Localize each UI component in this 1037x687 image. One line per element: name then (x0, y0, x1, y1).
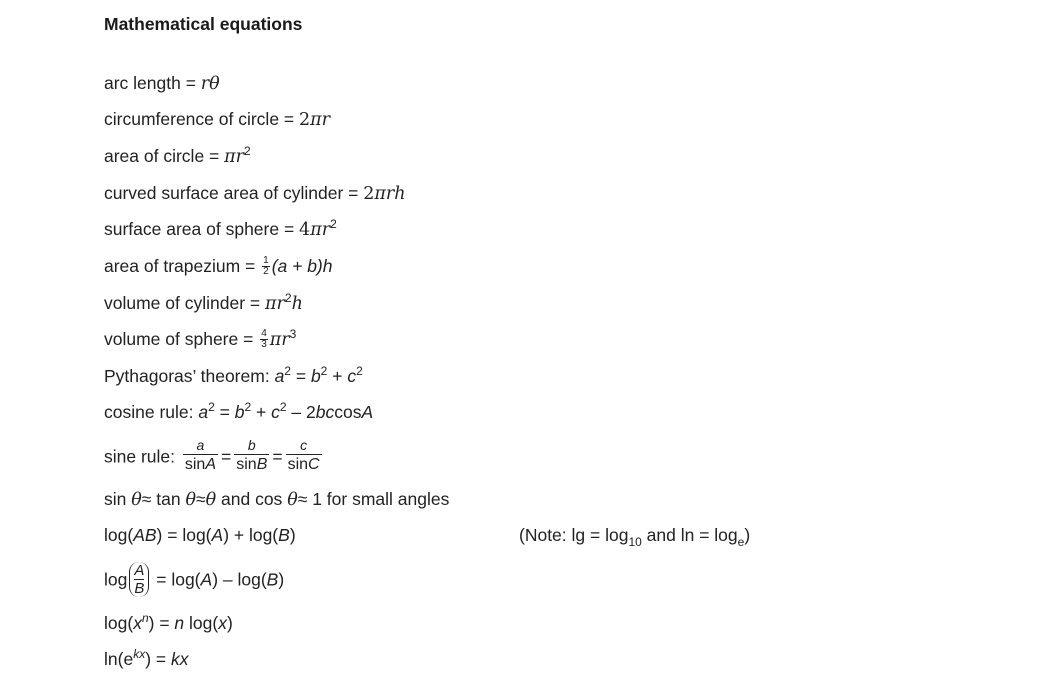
fraction-four-thirds (260, 329, 268, 350)
fraction-a-sinA (183, 437, 218, 475)
equation-label: area of circle = (104, 146, 225, 166)
exponent: 2 (208, 400, 215, 414)
equals-sign: = (214, 402, 235, 422)
var-B: B (266, 569, 279, 590)
text: ) + log( (223, 525, 279, 545)
plus-sign: + (327, 366, 348, 386)
equation-sphere-volume (104, 328, 296, 351)
text-tan: tan (151, 489, 186, 509)
exponent: 2 (244, 144, 251, 158)
exponent: 2 (284, 364, 291, 378)
var-r: r (276, 294, 285, 314)
expression: (a + b)h (271, 256, 333, 276)
exponent: n (141, 611, 149, 625)
coefficient: 2 (363, 184, 375, 204)
equals-sign: = (272, 446, 283, 467)
page-title: Mathematical equations (104, 14, 303, 34)
var-pi: π (310, 220, 322, 240)
exponent: 2 (284, 291, 292, 305)
exponent: 2 (244, 400, 252, 414)
var-pi: π (374, 184, 386, 204)
approx-sign: ≈ (196, 489, 206, 509)
exponent: kx (133, 647, 146, 661)
var-r: r (281, 330, 290, 350)
note-log-notation (519, 524, 751, 549)
equation-log-product (104, 524, 296, 546)
cos-function: cos (334, 402, 362, 422)
text: ) (226, 613, 233, 633)
var-c: c (347, 366, 357, 386)
var-theta: θ (185, 490, 196, 510)
var-theta: θ (205, 490, 217, 510)
text: log( (104, 525, 134, 545)
var-h: h (291, 294, 303, 314)
var-x: x (133, 613, 142, 633)
var-r: r (321, 110, 331, 130)
subscript: e (737, 535, 745, 549)
numerator: 1 (263, 254, 269, 266)
exponent: 2 (320, 364, 328, 378)
equation-sine-rule (104, 436, 325, 475)
text-cos: and cos (216, 489, 288, 509)
subscript: 10 (628, 535, 642, 549)
equation-label: arc length = (104, 73, 201, 93)
text: ) = (148, 613, 175, 633)
numerator: 4 (261, 327, 267, 339)
var-b: b (310, 366, 321, 386)
minus-term: – 2 (286, 402, 316, 422)
equals-sign: = (221, 446, 232, 467)
equation-label: Pythagoras’ theorem: (104, 366, 275, 386)
equation-circumference (104, 108, 330, 131)
equation-sphere-surface (104, 218, 337, 241)
text: log( (104, 613, 134, 633)
var-c: c (271, 402, 280, 422)
var-r: r (235, 147, 245, 167)
var-rh: rh (385, 184, 406, 204)
exponent: 2 (279, 400, 287, 414)
var-r: r (321, 220, 331, 240)
numerator: a (196, 437, 205, 454)
equation-label: cosine rule: (104, 402, 199, 422)
approx-sign: ≈ (141, 489, 152, 509)
equation-log-quotient (104, 556, 284, 601)
var-pi: π (224, 147, 236, 167)
var-bc: bc (315, 402, 335, 422)
coefficient: 4 (299, 220, 311, 240)
equals-sign: = (290, 366, 311, 386)
var-a: a (274, 366, 285, 386)
note-text: and ln = log (641, 525, 738, 545)
text-sin: sin (104, 489, 132, 509)
equation-ln-exp (104, 648, 188, 670)
coefficient: 2 (299, 110, 311, 130)
var-theta: θ (131, 490, 142, 510)
equation-label: volume of sphere = (104, 329, 259, 349)
var-B: B (278, 525, 290, 545)
var-pi: π (310, 110, 322, 130)
text: ln(e (104, 649, 134, 669)
denominator: sinB (236, 456, 268, 474)
equation-label: surface area of sphere = (104, 219, 300, 239)
equation-label: curved surface area of cylinder = (104, 183, 364, 203)
text: ) – log( (212, 569, 267, 590)
exponent: 2 (330, 217, 337, 231)
var-r: r (200, 74, 210, 94)
text: ) (289, 525, 296, 545)
approx-sign: ≈ (297, 489, 308, 509)
denominator: sinA (184, 456, 216, 474)
var-x: x (218, 613, 227, 633)
numerator: c (300, 437, 308, 454)
var-n: n (174, 613, 185, 633)
text-log: log (104, 569, 128, 590)
fraction-half (262, 256, 270, 277)
equation-cylinder-volume (104, 292, 303, 315)
equation-log-power (104, 612, 233, 634)
var-pi: π (269, 330, 282, 350)
denominator: 2 (263, 265, 269, 277)
note-text: ) (744, 525, 751, 545)
equation-label: volume of cylinder = (104, 293, 265, 313)
equation-trapezium (104, 255, 333, 278)
text-small-angles: 1 for small angles (307, 489, 450, 509)
var-A: A (211, 525, 224, 545)
equation-label: area of trapezium = (104, 256, 261, 276)
equation-pythagoras (104, 365, 363, 387)
var-A: A (361, 402, 374, 422)
var-theta: θ (209, 74, 220, 94)
equation-label: sine rule: (104, 446, 180, 467)
equation-cylinder-surface (104, 182, 406, 205)
text: ) (278, 569, 285, 590)
equation-cosine-rule (104, 401, 373, 423)
denominator: sinC (287, 456, 320, 474)
var-kx: kx (170, 649, 189, 669)
equation-small-angles (104, 488, 449, 511)
denominator: 3 (261, 338, 267, 350)
text: log( (184, 613, 219, 633)
equation-arc-length (104, 72, 220, 95)
exponent: 3 (289, 327, 297, 341)
note-text: (Note: lg = log (519, 525, 629, 545)
fraction-b-sinB (234, 437, 269, 475)
text: ) = log( (156, 525, 212, 545)
text: ) = (145, 649, 171, 669)
var-pi: π (264, 294, 277, 314)
var-b: b (234, 402, 245, 422)
var-A: A (200, 569, 213, 590)
fraction-c-sinC (286, 437, 322, 475)
text: = log( (151, 569, 201, 590)
var-AB: AB (133, 525, 157, 545)
numerator: b (247, 437, 256, 454)
plus-sign: + (251, 402, 272, 422)
numerator: A (134, 561, 145, 579)
var-theta: θ (287, 490, 298, 510)
equation-label: circumference of circle = (104, 109, 299, 129)
fraction-A-over-B (129, 562, 149, 597)
exponent: 2 (356, 364, 363, 378)
denominator: B (134, 579, 145, 597)
equation-area-circle (104, 145, 251, 168)
var-a: a (198, 402, 209, 422)
